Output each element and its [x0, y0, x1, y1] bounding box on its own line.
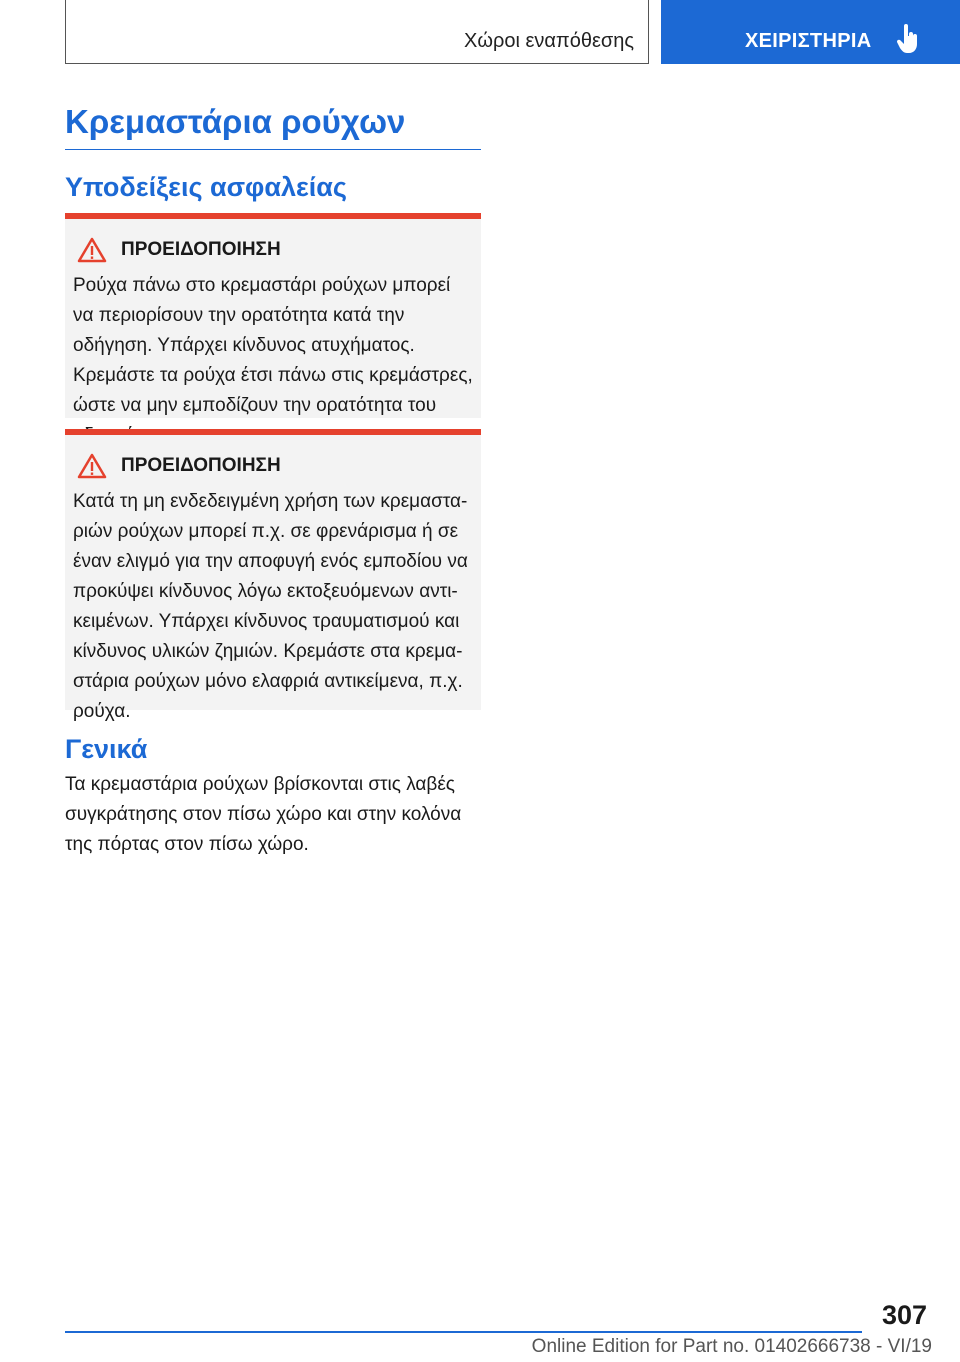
warning-triangle-icon — [77, 237, 107, 263]
chapter-title: Χώροι εναπόθεσης — [464, 30, 634, 52]
warning-text: Κατά τη μη ενδεδειγμένη χρήση των κρεμαστα-ριών ρούχων μπορεί π.χ. σε φρενάρισμα ή σε έναν ελιγμό για την αποφυγή ενός εμποδίου να προκύψει κίνδυνος λόγω εκτοξευόμενων αντι-κειμένων. Υπάρχει κίνδυνος τραυματισμού και κίνδυνος υλικών ζημιών. Κρεμάστε στα κρεμα-στάρια ρούχων μόνο ελαφριά αντικείμενα, π.χ. ρούχα. — [73, 491, 468, 722]
warning-label: ΠΡΟΕΙΔΟΠΟΙΗΣΗ — [121, 455, 281, 476]
header-chapter-box — [65, 0, 649, 64]
page-number: 307 — [881, 1300, 927, 1330]
footer-divider — [65, 1331, 862, 1333]
warning-label: ΠΡΟΕΙΔΟΠΟΙΗΣΗ — [121, 239, 281, 260]
safety-subtitle: Υποδείξεις ασφαλείας — [65, 172, 347, 202]
general-heading: Γενικά — [65, 734, 148, 764]
page-title: Κρεμαστάρια ρούχων — [65, 103, 481, 150]
general-paragraph: Τα κρεμαστάρια ρούχων βρίσκονται στις λαβές συγκράτησης στον πίσω χώρο και στην κολόνα της πόρτας στον πίσω χώρο. — [65, 774, 462, 855]
hand-pointer-icon — [897, 24, 919, 54]
warning-text: Ρούχα πάνω στο κρεμαστάρι ρούχων μπορεί να περιορίσουν την ορατότητα κατά την οδήγηση. Υπάρχει κίνδυνος ατυχήματος. Κρεμάστε τα ρούχα έτσι πάνω στις κρεμάστρες, ώστε να μην εμποδίζουν την ορατότητα του — [73, 275, 473, 416]
footer-edition: Online Edition for Part no. 01402666738 - VI/19 — [531, 1336, 932, 1357]
warning-triangle-icon — [77, 453, 107, 479]
header-section-tab[interactable] — [661, 0, 960, 64]
section-title: ΧΕΙΡΙΣΤΗΡΙΑ — [745, 30, 872, 52]
warning-box-1 — [65, 213, 481, 418]
warning-box-2 — [65, 429, 481, 722]
